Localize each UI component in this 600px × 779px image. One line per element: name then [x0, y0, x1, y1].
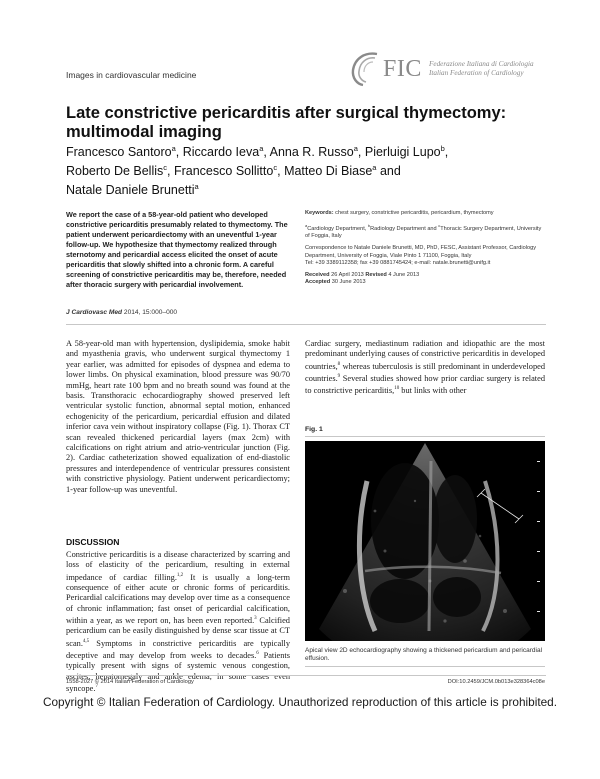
- fic-logo: [345, 48, 535, 92]
- article-metadata: [305, 210, 545, 291]
- history-dates: Received 26 April 2013 Revised 4 June 2013 Accepted 30 June 2013: [305, 272, 420, 286]
- footer-issn: 1558-2027 © 2014 Italian Federation of Cardiology: [66, 679, 194, 685]
- echo-scan-graphic: [305, 441, 545, 641]
- author: Roberto De Bellis$^c$,: [66, 163, 171, 179]
- author: Anna R. Russo$^a$,: [269, 144, 362, 160]
- journal-citation: J Cardiovasc Med 2014, 15:000–000: [66, 309, 178, 316]
- keywords: Keywords: chest surgery, constrictive pericarditis, pericardium, thymectomy: [305, 210, 494, 216]
- abstract: We report the case of a 58-year-old patient who developed constrictive pericarditis presumably related to thymectomy. The patient underwent pericardiectomy with an uneventful 1-year follow-up. We hypothesize that thymectomy realized through sternotomy and pericardial access elicited the onset of acute pericarditis that slowly shifted into a chronic form. A careful screening of constrictive pericarditis may be, therefore, needed after thoracic surgery with pericardial involvement.: [66, 210, 288, 289]
- divider: [305, 436, 545, 437]
- affiliations: $^a$Cardiology Department, $^b$Radiology Department and $^c$Thoracic Surgery Department, University of Foggia, Italy: [305, 223, 542, 240]
- correspondence: Correspondence to Natale Daniele Brunetti, MD, PhD, FESC, Assistant Professor, Cardiology Department, University of Foggia, Viale Pinto 1 71100, Foggia, Italy Tel: +39 3389112358; fax +39 0881745424; e-mail: natale.brunetti@unifg.it: [305, 245, 537, 266]
- author-list: [66, 141, 536, 198]
- divider: [66, 675, 546, 676]
- title-line-1: Late constrictive pericarditis after surgical thymectomy:: [66, 104, 507, 122]
- footer-doi: DOI:10.2459/JCM.0b013e328364c08e: [447, 679, 545, 685]
- echocardiography-image: [305, 441, 545, 641]
- author: Pierluigi Lupo$^b$,: [364, 144, 449, 160]
- section-label: Images in cardiovascular medicine: [66, 70, 197, 80]
- contact-details: Tel: +39 3389112358; fax +39 0881745424; e-mail: natale.brunetti@unifg.it: [305, 259, 491, 266]
- right-column-text: Cardiac surgery, mediastinum radiation and idiopathic are the most predominant underlying causes of constrictive pericarditis in developed countries,$^8$ whereas tuberculosis is still predominant in underdeveloped countries.$^9$ Several studies showed how prior cardiac surgery is related to constrictive pericarditis,$^{10}$ but links with other: [305, 339, 545, 395]
- author: Natale Daniele Brunetti$^a$: [66, 182, 199, 198]
- divider: [66, 324, 546, 325]
- discussion-heading: DISCUSSION: [66, 537, 120, 547]
- fic-logo-mark-icon: [345, 48, 385, 88]
- title-line-2: multimodal imaging: [66, 123, 222, 141]
- logo-org-name: Federazione Italiana di Cardiologia Italian Federation of Cardiology: [429, 60, 534, 77]
- case-report-text: A 58-year-old man with hypertension, dyslipidemia, smoke habit and myasthenia gravis, who underwent surgical thymectomy 1 year earlier, was admitted for episodes of dyspnea and edema to lower limbs. On physical examination, blood pressure was 90/70 mmHg, heart rate 100 bpm and no breath sound was found at the basis. Transthoracic echocardiography showed preserved left ventricular systolic function, abnormal septal motion, enhanced echogenicity of the pericardium, pericardial effusion and dilated inferior cava vein without inspiratory collapse (Fig. 1). Thorax CT scan revealed thickened pericardial layers (max 2cm) with calcifications on right atrium and atrio-ventricular junction (Fig. 2). Cardiac catheterization showed equalization of end-diastolic pressures and interdependence of ventricular pressures consistent with constrictive physiology. Patient underwent pericardiectomy; 1-year follow-up was uneventful.: [66, 339, 290, 494]
- author: Francesco Santoro$^a$,: [66, 144, 180, 160]
- author: Riccardo Ieva$^a$,: [182, 144, 267, 160]
- figure-label: Fig. 1: [305, 426, 323, 433]
- figure-caption: Apical view 2D echocardiography showing a thickened pericardium and pericardial effusion.: [305, 647, 543, 663]
- logo-abbr: FIC: [383, 56, 422, 82]
- author: Matteo Di Biase$^a$ and: [284, 163, 401, 179]
- article-title: [66, 104, 536, 142]
- discussion-text: Constrictive pericarditis is a disease characterized by scarring and loss of elasticity of the pericardium, resulting in external impedance of cardiac filling.$^{1,2}$ It is usually a long-term consequence of either acute or chronic forms of pericarditis. Pericardial calcifications may develop over time as a consequence of chronic inflammation; fast onset of pericardial calcification, within a year, as we report on, has been even reported.$^3$ Calcified pericardium can be easily distinguished by dense scar tissue at CT scan.$^{4,5}$ Symptoms in constrictive pericarditis are typically deceptive and may develop from weeks to decades.$^6$ Patients typically present with signs of systemic venous congestion, ascites, hepatomegaly and ankle edema, in some cases even syncope.$^7$: [66, 550, 290, 693]
- copyright-notice: Copyright © Italian Federation of Cardiology. Unauthorized reproduction of this article is prohibited.: [42, 695, 558, 709]
- divider: [305, 666, 545, 667]
- author: Francesco Sollitto$^c$,: [173, 163, 281, 179]
